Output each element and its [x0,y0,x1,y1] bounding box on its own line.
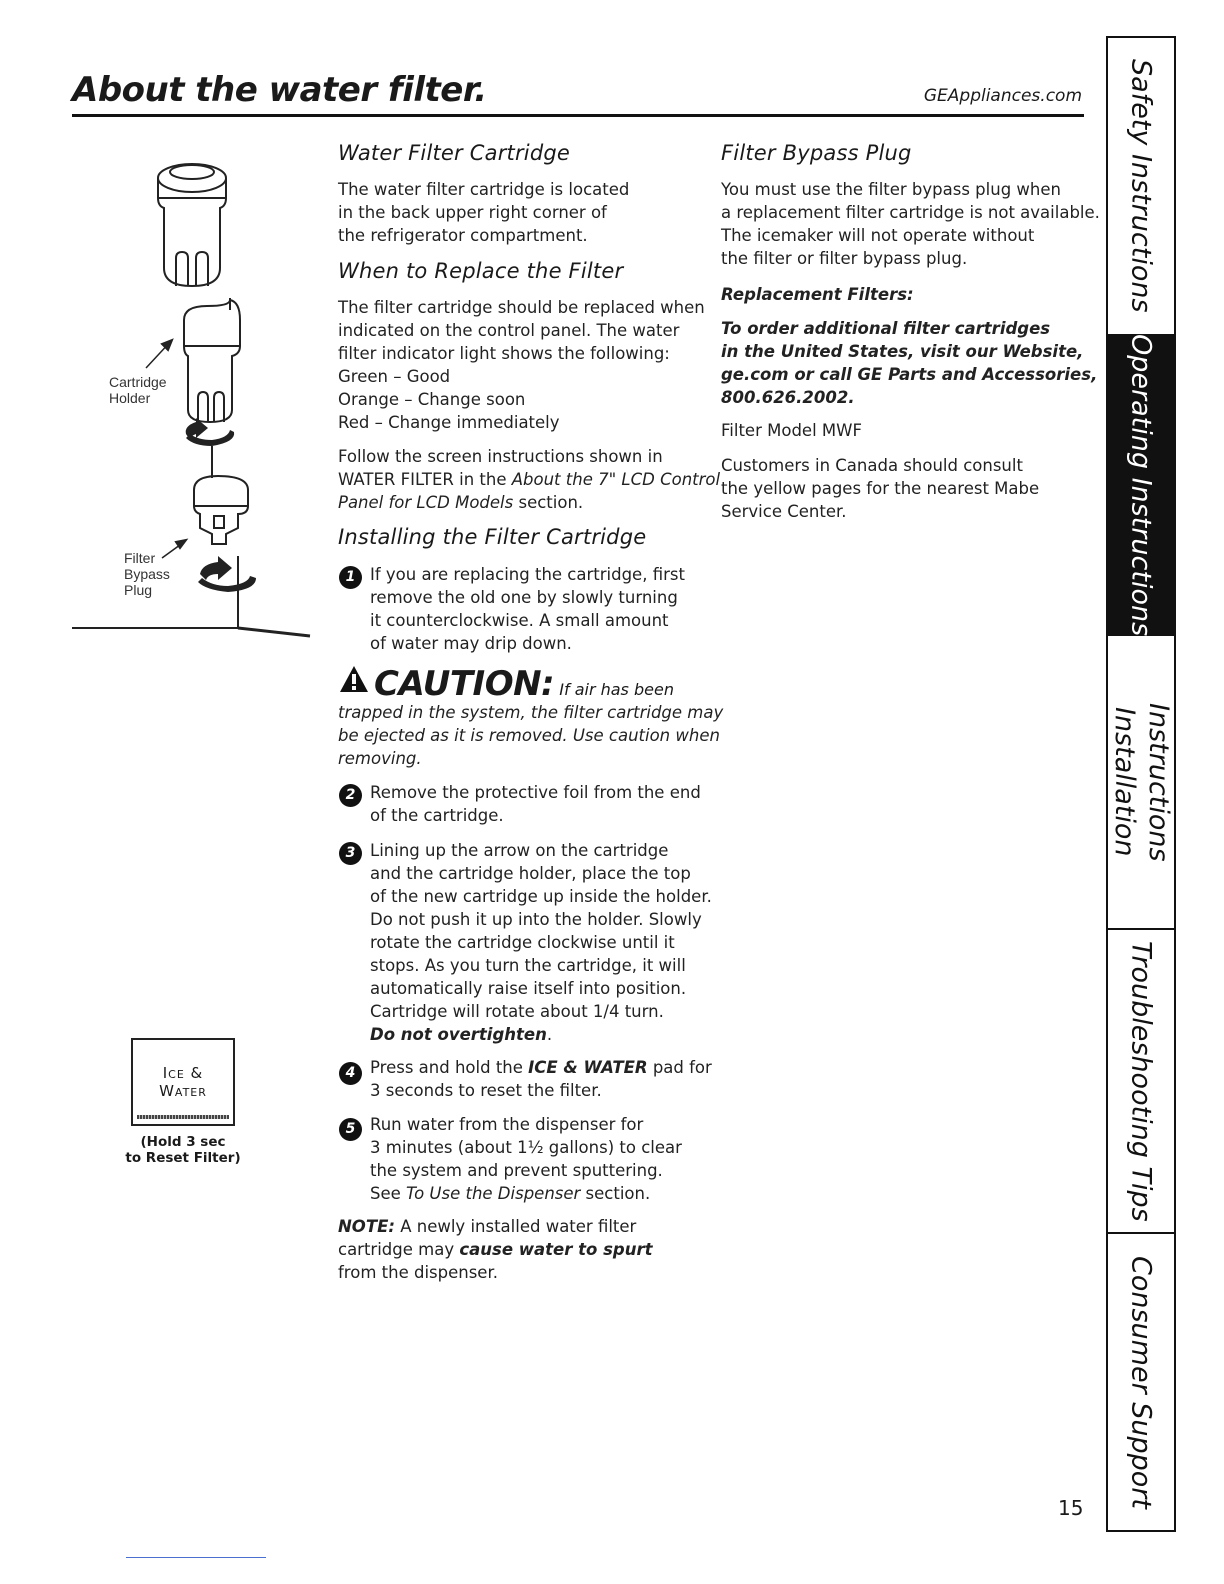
step-1-text: If you are replacing the cartridge, first remove the old one by slowly turning it counterclockwise. A small amount of water may drip down. [370,565,685,653]
header-rule [72,114,1084,117]
step-4-text: Press and hold the ICE & WATER pad for 3 seconds to reset the filter. [370,1058,712,1100]
tab-installation-instructions[interactable]: Installation Instructions [1109,702,1174,862]
note-text: NOTE: A newly installed water filter cartridge may cause water to spurt from the dispenser. [338,1217,653,1282]
step-5-number: 5 [339,1118,362,1141]
cartridge-holder-label: Cartridge Holder [109,374,167,406]
warning-icon [339,664,369,694]
caution-text: trapped in the system, the filter cartridge may be ejected as it is removed. Use caution when removing. [338,703,724,768]
filter-cartridge-drawing [158,164,226,286]
heading-water-filter-cartridge: Water Filter Cartridge [338,141,571,165]
bypass-text: You must use the filter bypass plug when a replacement filter cartridge is not available. The icemaker will not operate without the filter or filter bypass plug. [721,180,1100,268]
rotate-arrow-icon [198,556,256,592]
heading-when-to-replace: When to Replace the Filter [338,259,624,283]
step-3-number: 3 [339,842,362,865]
filter-model-text: Filter Model MWF [721,421,862,440]
step-2-text: Remove the protective foil from the end of the cartridge. [370,783,701,825]
hold-reset-label: (Hold 3 sec to Reset Filter) [125,1134,241,1166]
tab-troubleshooting-tips[interactable]: Troubleshooting Tips [1125,940,1157,1222]
page-title: About the water filter. [72,70,487,110]
follow-instructions-text: Follow the screen instructions shown in WATER FILTER in the About the 7" LCD Control Panel for LCD Models section. [338,447,721,512]
replacement-filters-heading: Replacement Filters: [721,285,914,304]
page-number: 15 [1058,1496,1084,1520]
filter-bypass-plug-label: Filter Bypass Plug [124,550,170,598]
replace-text: The filter cartridge should be replaced when indicated on the control panel. The water filter indicator light shows the following: Green – Good Orange – Change soon Red – Change immediately [338,298,705,432]
canada-text: Customers in Canada should consult the yellow pages for the nearest Mabe Service Center. [721,456,1040,521]
heading-filter-bypass-plug: Filter Bypass Plug [721,141,912,165]
tab-safety-instructions[interactable]: Safety Instructions [1125,59,1157,313]
bypass-plug-drawing [162,476,248,558]
step-5-text: Run water from the dispenser for 3 minutes (about 1½ gallons) to clear the system and prevent sputtering. See To Use the Dispenser section. [370,1115,682,1203]
step-4-number: 4 [339,1062,362,1085]
tab-consumer-support[interactable]: Consumer Support [1125,1255,1157,1509]
heading-installing: Installing the Filter Cartridge [338,525,647,549]
step-1-number: 1 [339,566,362,589]
website-link[interactable]: GEAppliances.com [923,86,1082,106]
ice-water-pad: Ice & Water [131,1038,235,1126]
tab-operating-instructions[interactable]: Operating Instructions [1106,334,1176,636]
step-2-number: 2 [339,784,362,807]
cartridge-location-text: The water filter cartridge is located in the back upper right corner of the refrigerator compartment. [338,180,630,245]
order-text: To order additional filter cartridges in the United States, visit our Website, ge.com or call GE Parts and Accessories, 800.626.2002. [721,319,1098,407]
caution-heading: CAUTION: If air has been [374,664,674,704]
step-3-text: Lining up the arrow on the cartridge and the cartridge holder, place the top of the new cartridge up inside the holder. Do not push it up into the holder. Slowly rotate the cartridge clockwise until it stops. As you turn the cartridge, it will automatically raise itself into position. Cartridge will rotate about 1/4 turn. Do not overtighten. [370,841,712,1044]
footer-line [126,1557,266,1558]
